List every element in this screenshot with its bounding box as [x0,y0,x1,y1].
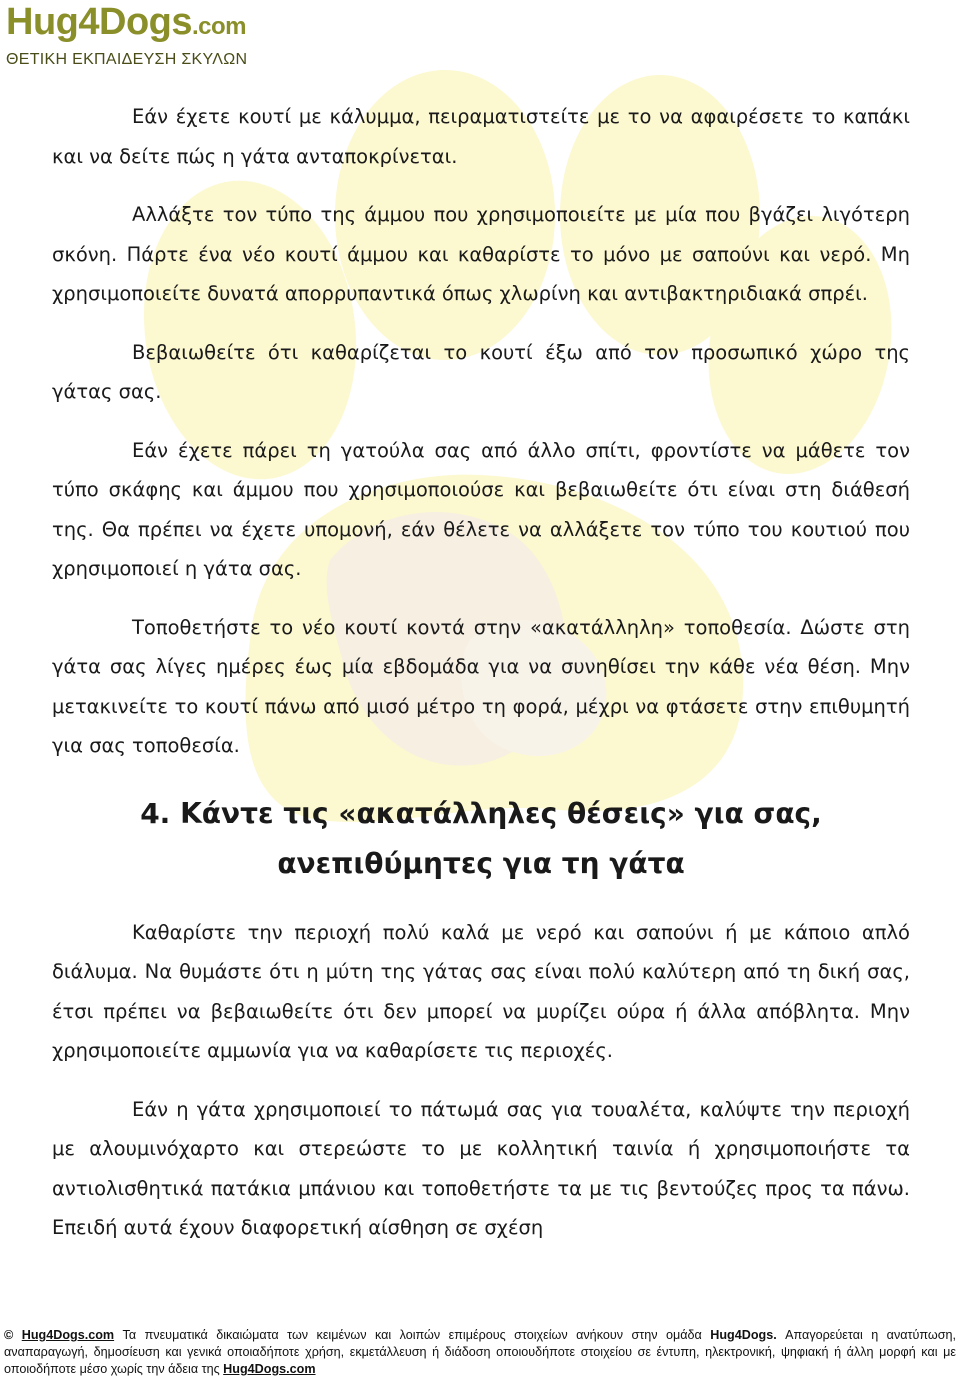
footer-group-name: Hug4Dogs. [710,1328,777,1342]
copyright-footer [4,1327,956,1378]
footer-site-link-end[interactable]: Hug4Dogs.com [223,1362,316,1376]
logo-brand: Hug4Dogs [6,1,192,43]
paragraph: Αλλάξτε τον τύπο της άμμου που χρησιμοποιείτε με μία που βγάζει λιγότερη σκόνη. Πάρτε ένα νέο κουτί άμμου και καθαρίστε το μόνο με σαπούνι και νερό. Μη χρησιμοποιείτε δυνατά απορρυπαντικά όπως χλωρίνη και αντιβακτηριδιακά σπρέι. [52,203,910,305]
section-heading [52,789,910,889]
document-body [52,97,910,1267]
logo-subtitle: ΘΕΤΙΚΗ ΕΚΠΑΙΔΕΥΣΗ ΣΚΥΛΩΝ [6,51,248,68]
paragraph: Βεβαιωθείτε ότι καθαρίζεται το κουτί έξω από τον προσωπικό χώρο της γάτας σας. [52,340,910,403]
paragraph: Καθαρίστε την περιοχή πολύ καλά με νερό και σαπούνι ή με κάποιο απλό διάλυμα. Να θυμάστε ότι η μύτη της γάτας σας είναι πολύ καλύτερη από τη δική σας, έτσι πρέπει να βεβαιωθείτε ότι δεν μπορεί να μυρίζει ούρα ή άλλα απόβλητα. Μην χρησιμοποιείτε αμμωνία για να καθαρίσετε τις περιοχές. [52,920,910,1062]
footer-text-2: Απαγορεύεται η ανατύπωση, αναπαραγωγή, δημοσίευση και γενικά οποιαδήποτε χρήση, εκμετάλλευση ή διάδοση οποιουδήποτε στοιχείου σε έντυπη, ηλεκτρονική, ψηφιακή ή άλλη μορφή και με οποιοδήποτε μέσο χωρίς την άδεια της [4,1328,957,1376]
paragraph: Εάν η γάτα χρησιμοποιεί το πάτωμά σας για τουαλέτα, καλύψτε την περιοχή με αλουμινόχαρτο και στερεώστε το με κολλητική ταινία ή χρησιμοποιήστε τα αντιολισθητικά πατάκια μπάνιου και τοποθετήστε τα με τις βεντούζες προς τα πάνω. Επειδή αυτά έχουν διαφορετική αίσθηση σε σχέση [52,1097,910,1239]
section-heading-line1: 4. Κάντε τις «ακατάλληλες θέσεις» για σας, [140,796,822,830]
paragraph: Τοποθετήστε το νέο κουτί κοντά στην «ακατάλληλη» τοποθεσία. Δώστε στη γάτα σας λίγες ημέρες έως μία εβδομάδα για να συνηθίσει την κάθε νέα θέση. Μην μετακινείτε το κουτί πάνω από μισό μέτρο τη φορά, μέχρι να φτάσετε στην επιθυμητή για σας τοποθεσία. [52,615,910,757]
section-heading-line2: ανεπιθύμητες για τη γάτα [277,846,685,880]
copyright-symbol: © [4,1328,14,1342]
footer-text-1: Τα πνευματικά δικαιώματα των κειμένων και λοιπών επιμέρους στοιχείων ανήκουν στην ομάδα [114,1328,711,1342]
footer-site-link[interactable]: Hug4Dogs.com [21,1328,115,1342]
logo-tld: .com [192,13,247,40]
site-logo [6,0,247,69]
paragraph: Εάν έχετε πάρει τη γατούλα σας από άλλο σπίτι, φροντίστε να μάθετε τον τύπο σκάφης και άμμου που χρησιμοποιούσε και βεβαιωθείτε ότι είναι στη διάθεσή της. Θα πρέπει να έχετε υπομονή, εάν θέλετε να αλλάξετε τον τύπο του κουτιού που χρησιμοποιεί η γάτα σας. [52,438,910,580]
logo-wordmark [6,0,247,49]
paragraph: Εάν έχετε κουτί με κάλυμμα, πειραματιστείτε με το να αφαιρέσετε το καπάκι και να δείτε πώς η γάτα ανταποκρίνεται. [52,105,910,168]
